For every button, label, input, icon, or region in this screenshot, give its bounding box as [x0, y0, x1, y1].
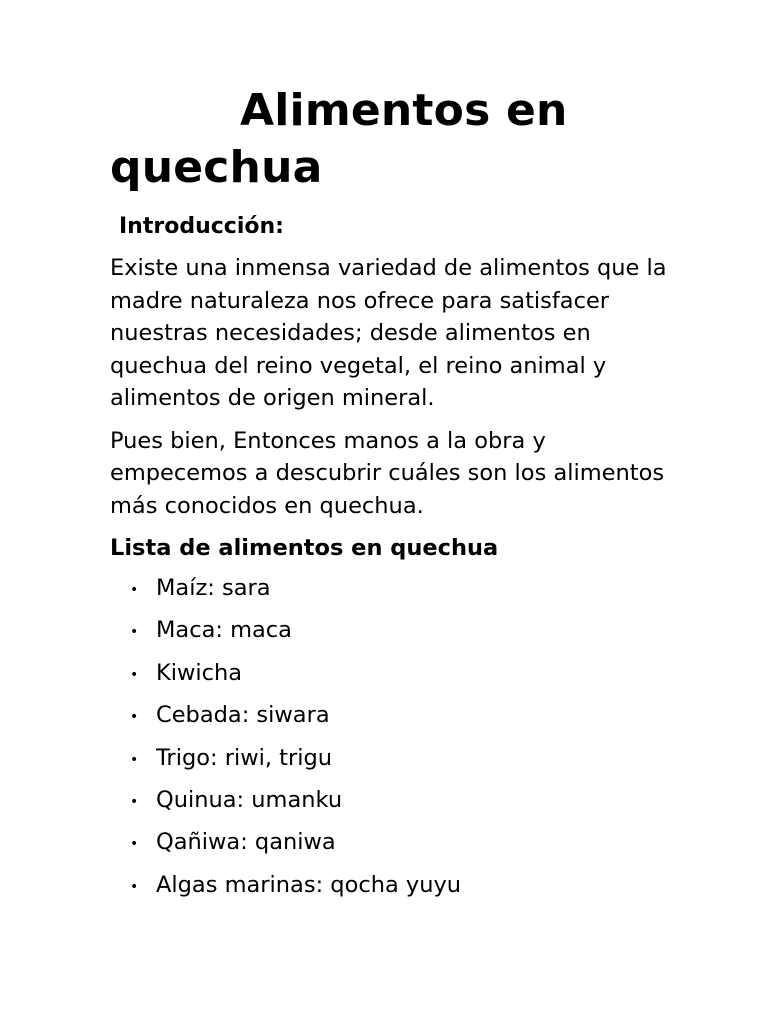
list-item-text: Algas marinas: qocha yuyu [156, 871, 462, 898]
food-list [110, 572, 710, 901]
intro-paragraph-2: Pues bien, Entonces manos a la obra y empecemos a descubrir cuáles son los alimentos más conocidos en quechua. [110, 427, 665, 519]
bullet-icon: • [130, 666, 139, 683]
list-heading: Lista de alimentos en quechua [110, 535, 499, 561]
list-item [110, 699, 710, 731]
list-item [110, 742, 710, 774]
bullet-icon: • [130, 709, 139, 726]
document-title: Alimentos en quechua [110, 85, 568, 193]
document-page [110, 82, 710, 911]
list-item [110, 572, 710, 604]
intro-paragraph-1: Existe una inmensa variedad de alimentos que la madre naturaleza nos ofrece para satisfacer nuestras necesidades; desde alimentos en quechua del reino vegetal, el reino animal y alimentos de origen mineral. [110, 255, 667, 411]
bullet-icon: • [130, 582, 139, 598]
bullet-icon: • [130, 793, 139, 810]
list-item-text: Maca: maca [156, 617, 292, 644]
list-item [110, 826, 710, 858]
list-item-text: Kiwicha [156, 659, 243, 686]
bullet-icon: • [130, 878, 139, 895]
bullet-icon: • [130, 836, 139, 853]
list-item-text: Quinua: umanku [156, 786, 343, 813]
list-item-text: Cebada: siwara [156, 702, 330, 729]
list-item-text: Maíz: sara [156, 575, 271, 601]
bullet-icon: • [130, 751, 139, 768]
bullet-icon: • [130, 624, 139, 641]
intro-heading: Introducción: [119, 214, 284, 239]
list-item-text: Trigo: riwi, trigu [156, 744, 333, 771]
list-item [110, 657, 710, 689]
list-item [110, 614, 710, 646]
list-item [110, 784, 710, 816]
list-item-text: Qañiwa: qaniwa [156, 829, 336, 856]
list-item [110, 869, 710, 901]
